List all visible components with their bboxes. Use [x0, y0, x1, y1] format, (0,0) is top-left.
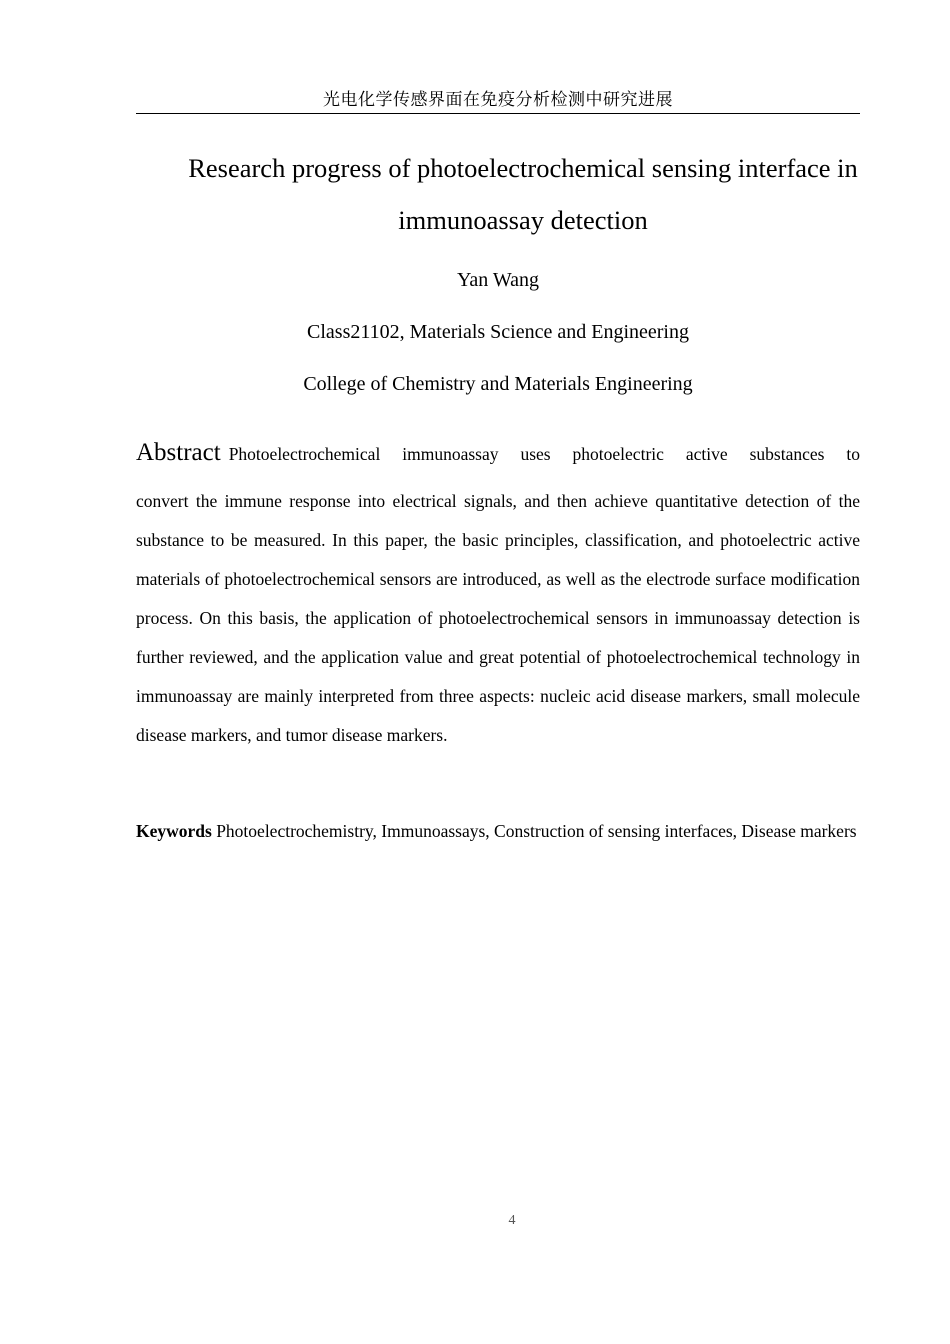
abstract-text: convert the immune response into electrical signals, and then achieve quantitative detection of the substance to be measured. In this paper, the basic principles, classification, and photoelectric active materials of photoelectrochemical sensors are introduced, as well as the electrode surface modification process. On this basis, the application of photoelectrochemical sensors in immunoassay detection is further reviewed, and the application value and great potential of photoelectrochemical technology in immunoassay are mainly interpreted from three aspects: nucleic acid disease markers, small molecule disease markers, and tumor disease markers. [136, 491, 860, 745]
paper-title: Research progress of photoelectrochemical sensing interface in immunoassay detection [188, 153, 858, 235]
abstract-section [136, 432, 860, 755]
author-class: Class21102, Materials Science and Engineering [307, 321, 689, 343]
keywords-section [136, 812, 860, 851]
page-number: 4 [508, 1213, 516, 1228]
running-header: 光电化学传感界面在免疫分析检测中研究进展 [323, 90, 673, 110]
header-rule [136, 113, 860, 114]
keywords-text: Photoelectrochemistry, Immunoassays, Construction of sensing interfaces, Disease markers [216, 821, 857, 841]
keywords-label: Keywords [136, 821, 212, 841]
author-college: College of Chemistry and Materials Engineering [303, 373, 693, 395]
author-name: Yan Wang [456, 269, 540, 291]
abstract-first-line [136, 432, 860, 475]
abstract-text-start: Photoelectrochemical immunoassay uses photoelectric active substances to [228, 444, 860, 464]
abstract-label: Abstract [136, 439, 221, 466]
